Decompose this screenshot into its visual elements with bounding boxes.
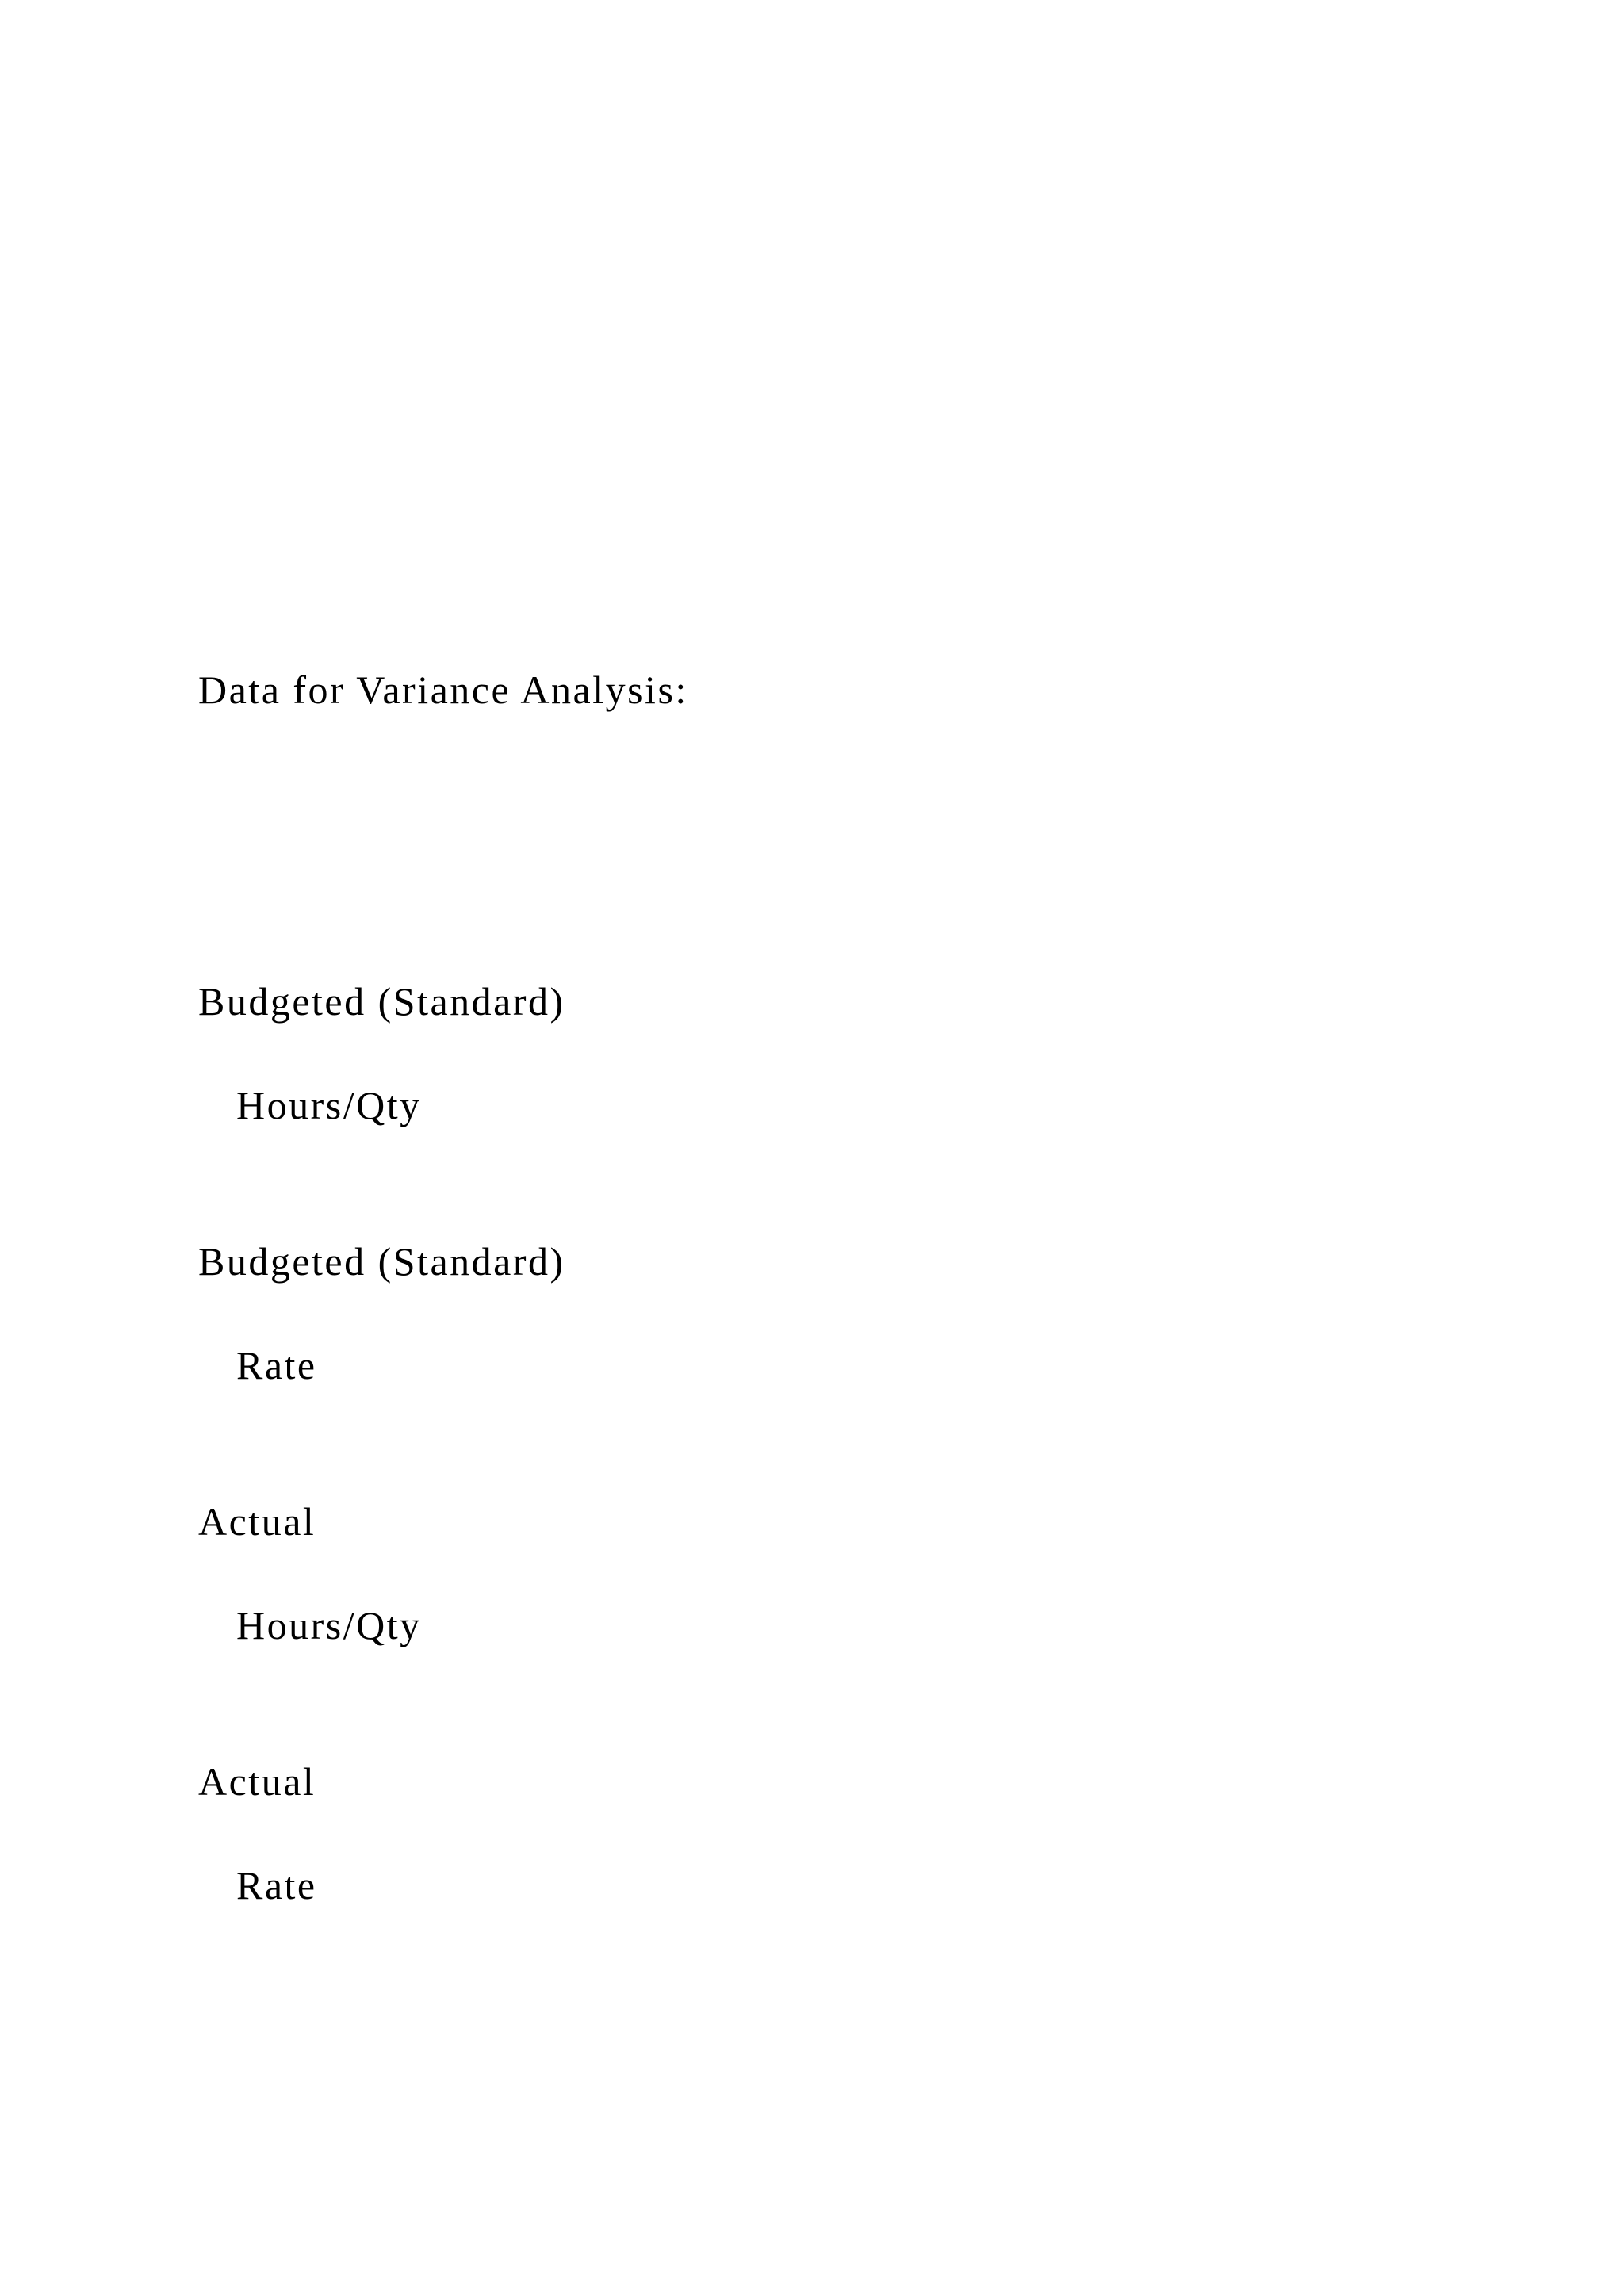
item-sublabel-rate: Rate	[236, 1863, 317, 1908]
item-label-actual-rate: Actual	[198, 1759, 316, 1804]
item-sublabel-hours-qty: Hours/Qty	[236, 1603, 422, 1647]
item-label-budgeted-rate: Budgeted (Standard)	[198, 1239, 565, 1284]
item-sublabel-rate: Rate	[236, 1343, 317, 1387]
item-label-budgeted-hours: Budgeted (Standard)	[198, 979, 565, 1024]
item-label-actual-hours: Actual	[198, 1499, 316, 1544]
section-heading: Data for Variance Analysis:	[198, 668, 688, 712]
item-sublabel-hours-qty: Hours/Qty	[236, 1083, 422, 1127]
